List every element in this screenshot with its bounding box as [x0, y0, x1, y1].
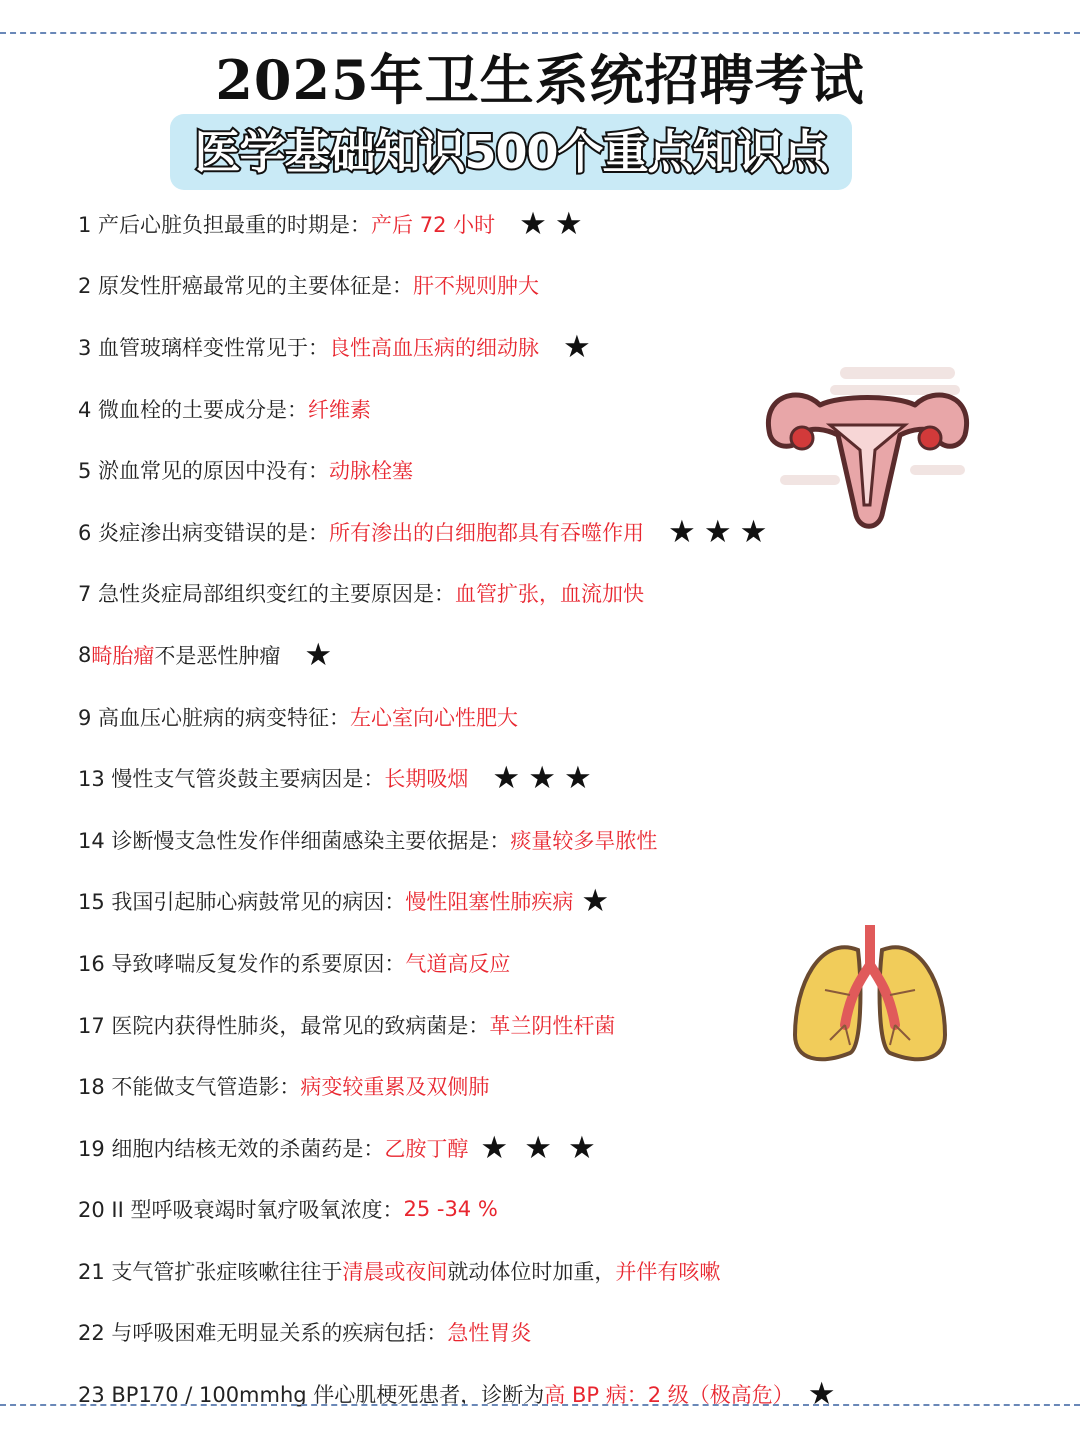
- item-answer: 长期吸烟: [384, 767, 469, 792]
- item-answer: 气道高反应: [405, 951, 511, 976]
- item-answer: 清晨或夜间: [342, 1259, 448, 1284]
- top-dashed-border: [0, 32, 1080, 34]
- item-question: 16 导致哮喘反复发作的系要原因：: [78, 951, 406, 976]
- item-answer: 肝不规则肿大: [413, 274, 540, 299]
- page-subtitle: 医学基础知识500个重点知识点: [194, 125, 828, 179]
- lungs-illustration: [790, 925, 950, 1070]
- item-answer: 急性胃炎: [447, 1321, 532, 1346]
- item-question: 6 炎症渗出病变错误的是：: [78, 520, 330, 545]
- item-answer: 血管扩张，血流加快: [455, 582, 645, 607]
- list-item: [78, 1179, 1038, 1241]
- item-answer: 畸胎瘤: [91, 643, 155, 668]
- list-item: [78, 193, 1038, 255]
- star-rating: ★: [581, 883, 618, 920]
- item-answer: 革兰阴性杆菌: [489, 1013, 616, 1038]
- item-answer-tail: 并伴有咳嗽: [615, 1259, 721, 1284]
- item-question: 14 诊断慢支急性发作伴细菌感染主要依据是：: [78, 828, 511, 853]
- item-question: 19 细胞内结核无效的杀菌药是：: [78, 1136, 385, 1161]
- item-question: 18 不能做支气管造影：: [78, 1075, 301, 1100]
- item-answer: 25 -34 %: [403, 1197, 498, 1222]
- page-title: 2025年卫生系统招聘考试: [215, 48, 865, 112]
- item-answer: 慢性阻塞性肺疾病: [405, 890, 574, 915]
- item-answer: 左心室向心性肥大: [350, 705, 519, 730]
- item-question: 17 医院内获得性肺炎，最常见的致病菌是：: [78, 1013, 490, 1038]
- item-answer: 动脉栓塞: [329, 459, 414, 484]
- item-question: 2 原发性肝癌最常见的主要体征是：: [78, 274, 414, 299]
- list-item: [78, 747, 1038, 809]
- item-answer: 所有渗出的白细胞都具有吞噬作用: [329, 520, 645, 545]
- subtitle-banner: [170, 114, 852, 190]
- list-item: [78, 686, 1038, 748]
- item-question: 13 慢性支气管炎鼓主要病因是：: [78, 767, 385, 792]
- star-rating: ★★★: [492, 760, 600, 797]
- item-question: 15 我国引起肺心病鼓常见的病因：: [78, 890, 406, 915]
- star-rating: ★★: [519, 205, 591, 242]
- item-question: 23 BP170 / 100mmhg 伴心肌梗死患者，诊断为: [78, 1383, 545, 1408]
- star-rating: ★: [304, 636, 341, 673]
- item-answer: 良性高血压病的细动脉: [329, 335, 540, 360]
- list-item: [78, 624, 1038, 686]
- item-answer: 病变较重累及双侧肺: [300, 1075, 490, 1100]
- star-rating: ★: [563, 328, 599, 365]
- item-answer: 纤维素: [308, 397, 372, 422]
- item-question-tail: 就动体位时加重，: [447, 1259, 616, 1284]
- list-item: [78, 1240, 1038, 1302]
- uterus-illustration: [760, 355, 975, 535]
- item-question-tail: 不是恶性肿瘤: [154, 643, 281, 668]
- list-item: [78, 871, 1038, 933]
- item-question: 7 急性炎症局部组织变红的主要原因是：: [78, 582, 456, 607]
- item-question: 8: [78, 642, 92, 667]
- item-question: 22 与呼吸困难无明显关系的疾病包括：: [78, 1321, 448, 1346]
- bottom-dashed-border: [0, 1404, 1080, 1406]
- list-item: [78, 809, 1038, 871]
- star-rating: ★: [807, 1376, 844, 1413]
- item-answer: 乙胺丁醇: [384, 1136, 469, 1161]
- item-question: 9 高血压心脏病的病变特征：: [78, 705, 351, 730]
- item-question: 21 支气管扩张症咳嗽往往于: [78, 1259, 343, 1284]
- item-answer: 产后 72 小时: [371, 212, 496, 237]
- list-item: [78, 563, 1038, 625]
- item-question: 20 II 型呼吸衰竭时氧疗吸氧浓度：: [78, 1198, 404, 1223]
- star-rating: ★★★: [668, 513, 776, 550]
- item-answer: 高 BP 病：2 级（极高危）: [544, 1383, 794, 1408]
- star-rating: ★★★: [480, 1129, 612, 1166]
- list-item: [78, 1302, 1038, 1364]
- list-item: [78, 255, 1038, 317]
- item-question: 1 产后心脏负担最重的时期是：: [78, 212, 372, 237]
- item-question: 4 微血栓的土要成分是：: [78, 397, 309, 422]
- item-question: 3 血管玻璃样变性常见于：: [78, 335, 330, 360]
- item-question: 5 淤血常见的原因中没有：: [78, 459, 330, 484]
- item-answer: 痰量较多旱脓性: [510, 828, 658, 853]
- list-item: [78, 1117, 1038, 1179]
- list-item: [78, 1363, 1038, 1425]
